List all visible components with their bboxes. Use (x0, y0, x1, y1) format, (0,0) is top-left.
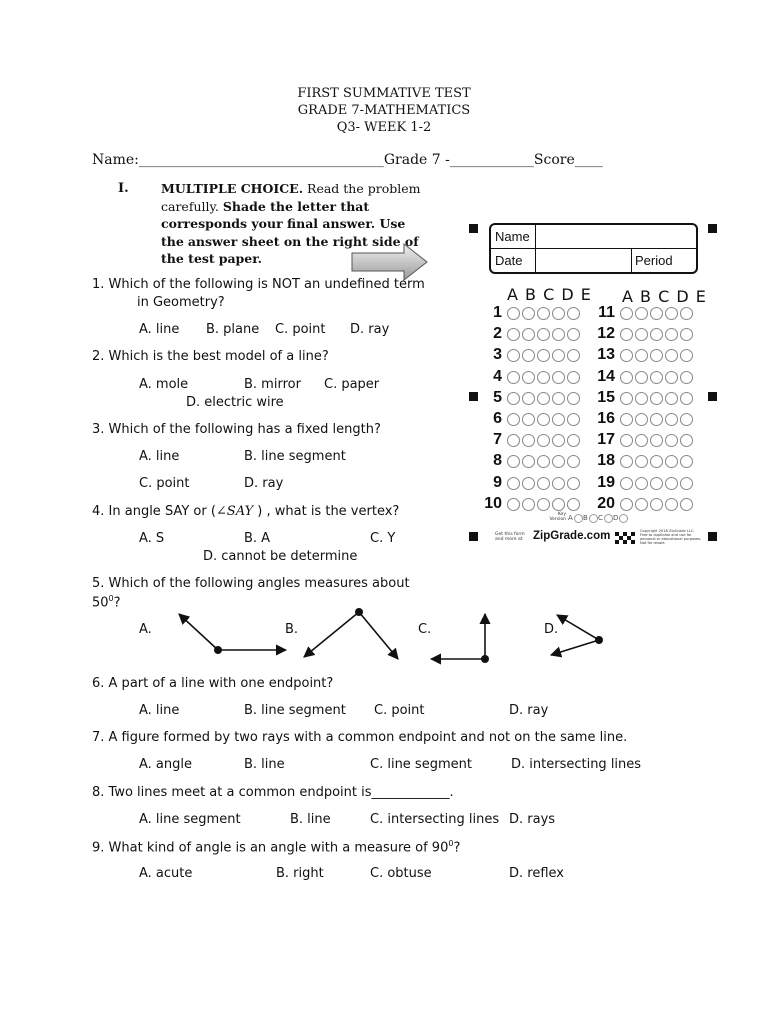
sheet-period-label: Period (635, 253, 673, 268)
question-2-stem: 2. Which is the best model of a line? (92, 349, 329, 364)
q3-option-d[interactable]: D. ray (244, 476, 284, 491)
question-9-stem (92, 839, 460, 855)
q4-option-a[interactable]: A. S (139, 531, 165, 546)
sheet-item-number: 18 (597, 452, 615, 470)
sheet-date-label: Date (495, 253, 523, 268)
q7-option-a[interactable]: A. angle (139, 757, 192, 772)
sheet-item-number: 11 (598, 304, 615, 321)
q4-angle-notation: ∠SAY (215, 504, 254, 519)
instruction-bold-4: paper. (218, 251, 263, 266)
q5-degree-sup: 0 (108, 594, 114, 603)
q9-option-b[interactable]: B. right (276, 866, 324, 881)
key-version-letter: D (613, 514, 619, 522)
q3-option-c[interactable]: C. point (139, 476, 190, 491)
q1-option-a[interactable]: A. line (139, 322, 180, 337)
q2-option-c[interactable]: C. paper (324, 377, 380, 392)
test-quarter: Q3- WEEK 1-2 (336, 120, 432, 135)
sheet-item-number: 20 (597, 494, 615, 512)
sheet-item-number: 3 (493, 346, 502, 364)
angle-figure-d (551, 615, 603, 655)
q7-option-c[interactable]: C. line segment (370, 757, 472, 772)
sheet-item-number: 13 (597, 346, 615, 364)
q2-option-b[interactable]: B. mirror (244, 377, 301, 392)
q9-degree-sup: 0 (448, 839, 454, 848)
sheet-item-number: 6 (493, 410, 502, 427)
test-title: FIRST SUMMATIVE TEST (297, 86, 471, 101)
q9-stem-c: ? (453, 840, 461, 856)
question-3-stem: 3. Which of the following has a fixed length? (92, 422, 381, 437)
sheet-item-number: 7 (493, 431, 502, 449)
q7-option-b[interactable]: B. line (244, 757, 285, 772)
question-1-stem-cont: in Geometry? (137, 295, 225, 310)
answer-letters-right: A B C D E (622, 287, 707, 306)
q8-option-c[interactable]: C. intersecting lines (370, 812, 500, 827)
score-label: Score (533, 152, 575, 168)
sheet-item-number: 14 (597, 367, 615, 385)
q2-option-a[interactable]: A. mole (139, 377, 189, 392)
zipgrade-brand: ZipGrade.com (533, 530, 611, 542)
q4-option-c[interactable]: C. Y (370, 531, 396, 546)
q5-option-b[interactable]: B. (285, 622, 299, 637)
q3-option-b[interactable]: B. line segment (244, 449, 346, 464)
q5-option-d[interactable]: D. (544, 622, 559, 637)
q6-option-d[interactable]: D. ray (509, 703, 549, 718)
q8-option-d[interactable]: D. rays (509, 812, 556, 827)
q9-option-c[interactable]: C. obtuse (370, 866, 432, 881)
q1-option-d[interactable]: D. ray (350, 322, 390, 337)
sheet-item-number: 5 (493, 388, 502, 406)
q5-option-a[interactable]: A. (139, 622, 152, 637)
sheet-item-number: 16 (597, 410, 615, 427)
q4-option-b[interactable]: B. A (244, 531, 271, 546)
question-7-stem: 7. A figure formed by two rays with a common endpoint and not on the same line. (92, 730, 628, 745)
answer-letters-left: A B C D E (507, 285, 592, 304)
grade-label: Grade 7 - (383, 152, 450, 168)
sheet-item-number: 9 (493, 473, 502, 491)
grade-field[interactable]: ____________ (449, 152, 534, 168)
footer-get-form: Get this form and more at (495, 532, 525, 542)
instruction-bold-2: corresponds your final answer. Use the (161, 216, 406, 249)
sheet-item-number: 1 (493, 304, 502, 321)
sheet-item-number: 4 (493, 367, 502, 385)
q6-option-c[interactable]: C. point (374, 703, 425, 718)
instruction-bold-3: answer sheet on the right side of the test (161, 233, 419, 266)
q2-option-d[interactable]: D. electric wire (186, 395, 284, 410)
q4-option-d[interactable]: D. cannot be determine (203, 549, 358, 564)
sheet-item-number: 8 (493, 452, 502, 470)
key-version-label: Key Version (549, 512, 566, 522)
sheet-item-number: 17 (597, 431, 615, 449)
sheet-item-number: 12 (597, 325, 615, 343)
name-label: Name: (92, 152, 139, 168)
angle-figure-c (431, 614, 489, 663)
q7-option-d[interactable]: D. intersecting lines (511, 757, 642, 772)
score-field[interactable]: ____ (574, 152, 603, 168)
q4-stem-c: ) , what is the vertex? (253, 504, 400, 519)
sheet-name-label: Name (495, 229, 530, 244)
sheet-item-number: 10 (484, 494, 502, 512)
sheet-item-number: 2 (493, 325, 502, 343)
q1-option-c[interactable]: C. point (275, 322, 326, 337)
key-version-letter: B (583, 514, 588, 522)
instruction-bold-1: Shade the letter that (222, 198, 370, 214)
question-8-stem: 8. Two lines meet at a common endpoint is____________. (92, 785, 454, 800)
q6-option-a[interactable]: A. line (139, 703, 180, 718)
q5-degree-value: 50 (92, 595, 109, 611)
q8-option-b[interactable]: B. line (290, 812, 331, 827)
name-field[interactable]: ___________________________________ (138, 152, 384, 168)
q9-option-a[interactable]: A. acute (139, 866, 193, 881)
section-number: I. (118, 181, 129, 196)
q8-option-a[interactable]: A. line segment (139, 812, 241, 827)
sheet-item-number: 15 (597, 388, 615, 406)
key-version-letter: C (598, 514, 603, 522)
q4-stem-a: 4. In angle SAY or ( (92, 504, 216, 519)
question-1-stem: 1. Which of the following is NOT an undefined term (92, 277, 425, 292)
question-6-stem: 6. A part of a line with one endpoint? (92, 676, 334, 691)
section-title: MULTIPLE CHOICE. (161, 181, 304, 196)
q5-option-c[interactable]: C. (418, 622, 432, 637)
angle-figure-b (304, 608, 398, 659)
q9-option-d[interactable]: D. reflex (509, 866, 564, 881)
test-subject: GRADE 7-MATHEMATICS (297, 103, 471, 118)
q9-stem-a: 9. What kind of angle is an angle with a measure of 90 (92, 840, 449, 856)
instruction-plain: Read the problem carefully. (161, 181, 421, 214)
q5-question-mark: ? (113, 595, 121, 611)
key-version-letter: A (568, 514, 573, 522)
q6-option-b[interactable]: B. line segment (244, 703, 346, 718)
copyright-note: Copyright 2018 ZipGrade LLC. Free to duplicate and use for personal or educational purposes. Not for resale. (640, 529, 702, 545)
question-5-stem: 5. Which of the following angles measures about (92, 576, 410, 591)
q1-option-b[interactable]: B. plane (206, 322, 260, 337)
angle-figure-a (179, 614, 286, 654)
sheet-item-number: 19 (597, 473, 615, 491)
q3-option-a[interactable]: A. line (139, 449, 180, 464)
